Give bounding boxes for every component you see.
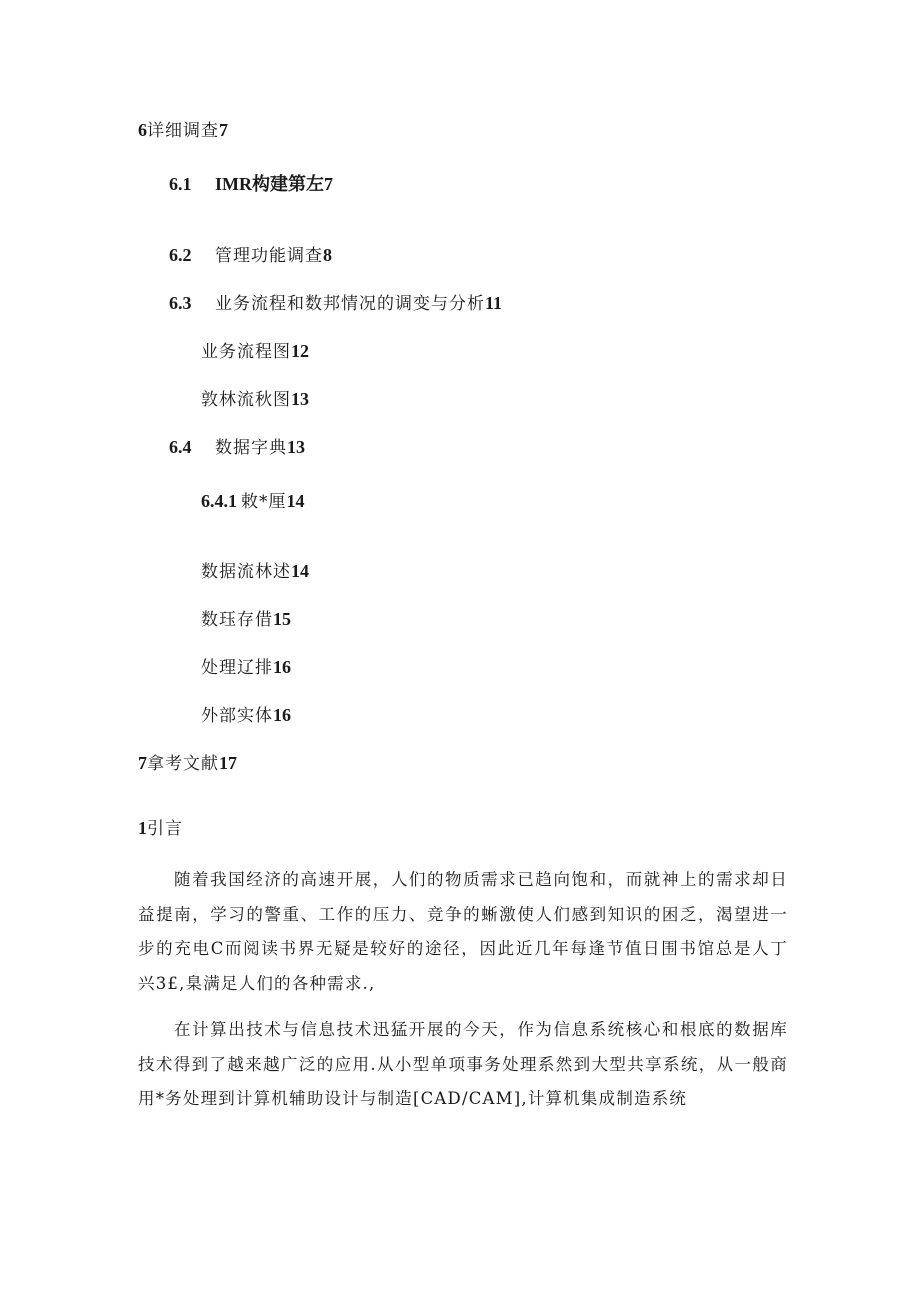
toc-page-number: 11 bbox=[485, 293, 503, 313]
toc-number: 6.2 bbox=[169, 245, 192, 265]
toc-title: 业务流程图 bbox=[201, 342, 291, 362]
section-number: 1 bbox=[138, 818, 147, 838]
toc-entry-6-2[interactable] bbox=[169, 245, 332, 266]
toc-title: 外部实体 bbox=[201, 706, 273, 726]
toc-title: 拿考文献 bbox=[147, 754, 219, 774]
toc-page-number: 17 bbox=[219, 753, 237, 773]
toc-entry-6-1[interactable] bbox=[169, 174, 333, 195]
toc-number: 6 bbox=[138, 120, 147, 140]
toc-page-number: 14 bbox=[286, 491, 305, 511]
toc-entry-6-4[interactable] bbox=[169, 437, 305, 458]
toc-title: IMR构建第左 bbox=[215, 174, 324, 194]
toc-entry-6-3-flowchart[interactable] bbox=[201, 341, 309, 362]
toc-entry-ch6[interactable] bbox=[138, 120, 228, 141]
section-heading bbox=[138, 818, 183, 839]
toc-title: 敕*厘 bbox=[241, 492, 287, 512]
toc-entry-6-3-dataflow[interactable] bbox=[201, 389, 309, 410]
toc-page-number: 12 bbox=[291, 341, 309, 361]
toc-title: 数据字典 bbox=[215, 438, 287, 458]
toc-number: 6.4 bbox=[169, 437, 192, 457]
toc-page-number: 16 bbox=[273, 657, 291, 677]
toc-title: 数珏存借 bbox=[201, 610, 273, 630]
toc-page-number: 8 bbox=[323, 245, 332, 265]
toc-page-number: 15 bbox=[273, 609, 291, 629]
paragraph: 在计算出技术与信息技术迅猛开展的今天，作为信息系统核心和根底的数据库技术得到了越来越广泛的应用.从小型单项事务处理系然到大型共享系统，从一般商用*务处理到计算机辅助设计与制造[CAD/CAM],计算机集成制造系统 bbox=[138, 1020, 788, 1108]
toc-title: 业务流程和数邦情况的调变与分析 bbox=[215, 294, 485, 314]
toc-title: 处理辽排 bbox=[201, 658, 273, 678]
toc-entry-external-entity[interactable] bbox=[201, 705, 291, 726]
toc-number: 7 bbox=[138, 753, 147, 773]
toc-title: 详细调查 bbox=[147, 121, 219, 141]
toc-page-number: 14 bbox=[291, 561, 309, 581]
toc-entry-processing[interactable] bbox=[201, 657, 291, 678]
toc-entry-6-4-1[interactable] bbox=[201, 491, 305, 512]
toc-title: 管理功能调查 bbox=[215, 246, 323, 266]
section-title: 引言 bbox=[147, 819, 183, 839]
toc-title: 数据流林述 bbox=[201, 562, 291, 582]
toc-page-number: 16 bbox=[273, 705, 291, 725]
toc-page-number: 13 bbox=[291, 389, 309, 409]
toc-entry-dataflow-desc[interactable] bbox=[201, 561, 309, 582]
toc-page-number: 13 bbox=[287, 437, 305, 457]
toc-entry-ch7[interactable] bbox=[138, 753, 237, 774]
paragraph: 随着我国经济的高速开展，人们的物质需求已趋向饱和，而就神上的需求却日益提南，学习的警重、工作的压力、竞争的蜥激使人们感到知识的困乏，渴望进一步的充电C而阅读书界无疑是较好的途径，因此近几年每逢节值日围书馆总是人丁兴3£,臬满足人们的各种需求., bbox=[138, 870, 788, 993]
toc-page-number: 7 bbox=[324, 174, 333, 194]
toc-entry-6-3[interactable] bbox=[169, 293, 502, 314]
toc-number: 6.4.1 bbox=[201, 491, 237, 511]
body-text bbox=[138, 863, 788, 1117]
toc-number: 6.3 bbox=[169, 293, 192, 313]
toc-entry-data-store[interactable] bbox=[201, 609, 291, 630]
toc-page-number: 7 bbox=[219, 120, 228, 140]
toc-title: 敦林流秋图 bbox=[201, 390, 291, 410]
toc-number: 6.1 bbox=[169, 174, 192, 194]
